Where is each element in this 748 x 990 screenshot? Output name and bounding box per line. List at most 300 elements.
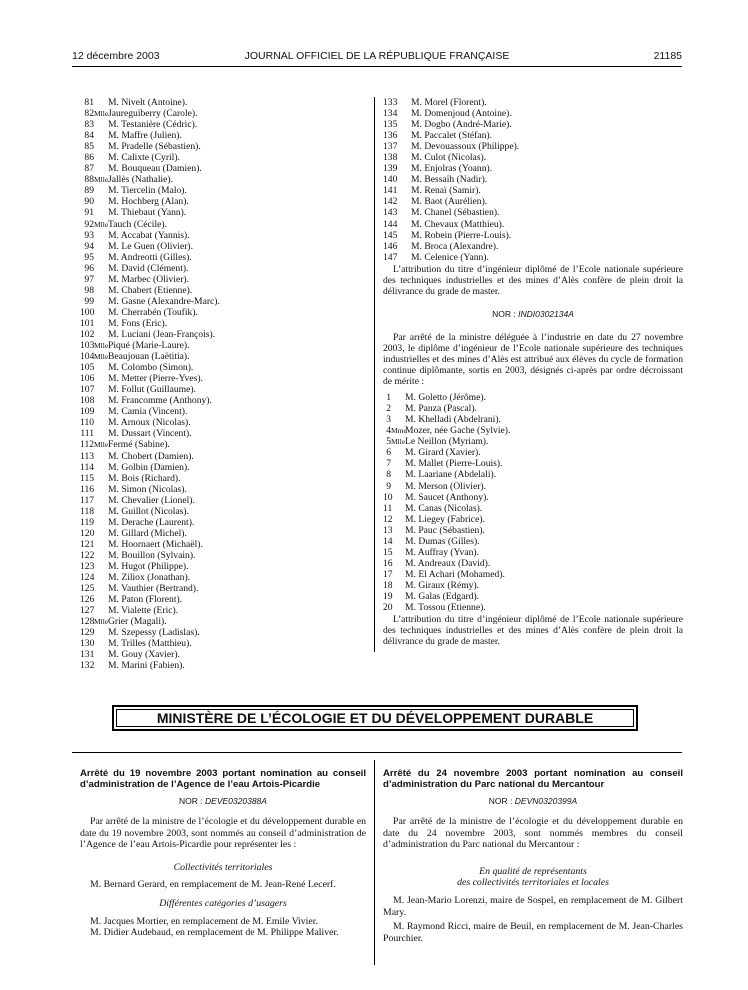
person-name: Fermé (Sabine). [108,439,170,451]
person-name: M. Bois (Richard). [108,472,181,484]
list-item [80,539,365,550]
person-name: M. Mallet (Pierre-Louis). [405,458,503,470]
list-item [383,163,683,174]
list-item [80,594,365,605]
merit-list [383,392,683,613]
rank-number: 110 [80,417,95,429]
title-prefix: Mlle [94,341,109,351]
list-item [80,638,365,649]
rank-number: 101 [80,317,95,329]
rank-number: 91 [84,207,94,219]
category-heading: des collectivités territoriales et locales [457,877,609,889]
rank-number: 138 [383,152,398,164]
nor-label: NOR : [488,796,513,806]
person-name: M. Laariane (Abdelali). [405,469,497,481]
category-heading: En qualité de représentants [479,865,587,877]
list-item [80,174,365,185]
article-left-nor [80,796,366,807]
rank-number: 119 [80,516,95,528]
rank-number: 86 [84,152,94,164]
rank-number: 136 [383,130,398,142]
rank-number: 82 [84,108,94,120]
rank-number: 117 [80,494,95,506]
person-name: M. Renaï (Samir). [411,185,481,197]
person-name: M. Dussart (Vincent). [108,428,192,440]
person-name: M. Vauthier (Bertrand). [108,583,199,595]
list-item [383,425,683,436]
list-item [80,484,365,495]
person-name: M. Marini (Fabien). [108,660,185,672]
person-name: M. Auffray (Yvan). [405,546,479,558]
person-name: M. Khelladi (Abdelrani). [405,414,501,426]
list-item [80,219,365,230]
list-item [383,119,683,130]
person-name: Mozer, née Gache (Sylvie). [405,425,511,437]
right-column [383,97,683,647]
rank-number: 143 [383,207,398,219]
article-right-title: Arrêté du 24 novembre 2003 portant nomination au conseil d’administration du Parc national du Mercantour [383,768,683,790]
person-name: M. Bessaïh (Nadir). [411,174,488,186]
person-name: M. Culot (Nicolas). [411,152,487,164]
category-heading: Différentes catégories d’usagers [159,898,287,910]
person-name: M. Chobert (Damien). [108,450,194,462]
person-name: M. Chevaux (Matthieu). [411,218,505,230]
list-item [80,506,365,517]
rank-number: 8 [386,469,391,481]
list-item [80,384,365,395]
person-name: M. Simon (Nicolas). [108,483,187,495]
person-name: M. El Achari (Mohamed). [405,568,505,580]
nor-label: NOR : [179,796,203,806]
list-item [80,473,365,484]
person-name: M. Baot (Aurélien). [411,196,488,208]
person-name: M. Liegey (Fabrice). [405,513,485,525]
list-item [80,550,365,561]
article-left-title: Arrêté du 19 novembre 2003 portant nomination au conseil d’administration de l’Agence de l’eau Artois-Picardie [80,768,366,790]
rank-number: 104 [80,351,95,363]
list-item [383,219,683,230]
person-name: M. Domenjoud (Antoine). [411,108,512,120]
person-name: M. Derache (Laurent). [108,516,195,528]
list-item [383,514,683,525]
rank-number: 17 [383,568,393,580]
page-number: 21185 [653,50,682,62]
person-name: M. Cherrabén (Toufik). [108,306,198,318]
rank-number: 125 [80,583,95,595]
list-item [80,583,365,594]
list-item [383,469,683,480]
list-item [80,439,365,450]
article-left [80,768,366,939]
list-item [383,141,683,152]
rank-number: 84 [84,130,94,142]
rank-number: 106 [80,373,95,385]
person-name: M. Golbin (Damien). [108,461,190,473]
nor-code: DEVN0320399A [514,796,578,806]
list-item [80,462,365,473]
rank-number: 131 [80,649,95,661]
rank-number: 98 [84,284,94,296]
list-item [80,108,365,119]
rank-number: 140 [383,174,398,186]
person-name: Piqué (Marie-Laure). [108,340,190,352]
rank-number: 99 [84,295,94,307]
rank-number: 94 [84,240,94,252]
list-item [383,580,683,591]
person-name: M. Goletto (Jérôme). [405,392,486,404]
person-name: M. Trilles (Matthieu). [108,638,192,650]
rank-number: 12 [383,513,393,525]
list-item [80,196,365,207]
rank-number: 133 [383,97,398,108]
list-item [80,329,365,340]
list-item [383,241,683,252]
list-item [80,649,365,660]
rank-number: 108 [80,395,95,407]
list-item [383,414,683,425]
list-item [80,351,365,362]
person-name: M. Andreotti (Gilles). [108,251,192,263]
rank-number: 114 [80,461,95,473]
person-name: M. Maffre (Julien). [108,130,182,142]
list-item [80,340,365,351]
article-divider [374,760,375,965]
list-item [80,130,365,141]
person-name: M. Testanière (Cédric). [108,119,198,131]
title-prefix: Mlle [94,175,109,185]
left-column [80,97,365,671]
list-item [80,241,365,252]
rank-number: 88 [84,174,94,186]
rank-number: 5 [386,436,391,448]
person-name: M. Follut (Guillaume). [108,384,196,396]
nor-code: INDI0302134A [518,308,574,319]
right-paragraph-3: L’attribution du titre d’ingénieur diplômé de l’Ecole nationale supérieure des techniques industrielles et des mines d’Alès confère de plein droit la délivrance du grade de master. [383,614,683,648]
title-prefix: Mlle [94,617,109,627]
person-name: M. Hoornaert (Michaël). [108,538,203,550]
rank-number: 93 [84,229,94,241]
rank-number: 103 [80,340,95,352]
list-item [80,660,365,671]
rank-number: 132 [80,660,95,672]
person-name: M. Panza (Pascal). [405,403,477,415]
rank-number: 121 [80,538,95,550]
column-divider [374,97,375,652]
list-item [80,185,365,196]
person-name: M. Chabert (Etienne). [108,284,193,296]
person-name: M. Gasne (Alexandre-Marc). [108,295,220,307]
list-item [80,263,365,274]
list-item [80,307,365,318]
rank-number: 134 [383,108,398,120]
header-title: JOURNAL OFFICIEL DE LA RÉPUBLIQUE FRANÇAISE [244,50,510,62]
page-header [72,50,682,66]
nomination-line: M. Bernard Gerard, en remplacement de M. Jean-René Lecerf. [90,879,336,891]
list-item [80,373,365,384]
rank-number: 11 [383,502,393,514]
nomination-line: M. Raymond Ricci, maire de Beuil, en remplacement de M. Jean-Charles Pourchier. [383,921,683,944]
rank-number: 83 [84,119,94,131]
person-name: M. Calixte (Cyril). [108,152,180,164]
list-item [80,561,365,572]
rank-number: 124 [80,572,95,584]
ministry-title: MINISTÈRE DE L’ÉCOLOGIE ET DU DÉVELOPPEMENT DURABLE [116,709,634,727]
list-item [80,318,365,329]
person-name: Tauch (Cécile). [108,218,167,230]
list-item [383,481,683,492]
right-paragraph-1: L’attribution du titre d’ingénieur diplômé de l’Ecole nationale supérieure des techniques industrielles et des mines d’Alès confère de plein droit la délivrance du grade de master. [383,263,683,297]
person-name: M. Gouy (Xavier). [108,649,180,661]
list-item [80,152,365,163]
rank-number: 126 [80,594,95,606]
rank-number: 89 [84,185,94,197]
rank-number: 147 [383,251,398,263]
rank-number: 137 [383,141,398,153]
person-name: M. Gillard (Michel). [108,527,187,539]
rank-number: 9 [386,480,391,492]
title-prefix: Mlle [94,352,109,362]
person-name: M. Metter (Pierre-Yves). [108,373,203,385]
person-name: M. Dumas (Gilles). [405,535,480,547]
list-item [383,174,683,185]
list-item [80,495,365,506]
person-name: M. Accabat (Yannis). [108,229,190,241]
person-name: M. Broca (Alexandre). [411,240,499,252]
person-name: M. Andreaux (David). [405,557,491,569]
list-item [383,492,683,503]
rank-number: 15 [383,546,393,558]
list-item [80,362,365,373]
rank-number: 85 [84,141,94,153]
article-right-nor [383,796,683,807]
person-name: M. Szepessy (Ladislas). [108,627,200,639]
list-item [383,602,683,613]
rank-number: 116 [80,483,95,495]
title-prefix: Mme [391,426,407,436]
person-name: M. Saucet (Anthony). [405,491,489,503]
person-name: M. Canas (Nicolas). [405,502,483,514]
rank-number: 105 [80,362,95,374]
rank-number: 87 [84,163,94,175]
rank-number: 107 [80,384,95,396]
person-name: M. Francomme (Anthony). [108,395,212,407]
rank-number: 112 [80,439,95,451]
title-prefix: Mlle [391,437,406,447]
title-prefix: Mlle [94,219,109,229]
rank-number: 18 [383,579,393,591]
person-name: Jaureguiberry (Carole). [108,108,198,120]
person-name: M. Marbec (Olivier). [108,273,189,285]
rank-number: 90 [84,196,94,208]
list-item [80,252,365,263]
person-name: M. Colombo (Simon). [108,362,194,374]
person-name: M. Fons (Eric). [108,317,168,329]
nomination-line: M. Didier Audebaud, en remplacement de M. Philippe Maliver. [90,927,339,939]
nor-label: NOR : [492,308,516,319]
list-item [80,296,365,307]
person-name: M. Vialette (Eric). [108,605,179,617]
list-item [383,97,683,108]
list-item [80,616,365,627]
list-item [80,517,365,528]
list-item [80,141,365,152]
person-name: M. Arnoux (Nicolas). [108,417,191,429]
rank-number: 95 [84,251,94,263]
list-item [80,406,365,417]
rank-number: 13 [383,524,393,536]
rank-number: 118 [80,505,95,517]
ministry-banner [112,705,638,731]
person-name: M. Tiercelin (Malo). [108,185,187,197]
article-left-intro: Par arrêté de la ministre de l’écologie et du développement durable en date du 19 novembre 2003, sont nommés au conseil d’administration de l’Agence de l’eau Artois-Picardie pour représenter les : [80,816,366,851]
person-name: M. Chevalier (Lionel). [108,494,195,506]
rank-number: 122 [80,549,95,561]
nomination-line: M. Jacques Mortier, en remplacement de M. Emile Vivier. [90,915,318,927]
right-list [383,97,683,263]
rank-number: 102 [80,328,95,340]
right-paragraph-2: Par arrêté de la ministre déléguée à l’industrie en date du 27 novembre 2003, le diplôme d’ingénieur de l’Ecole nationale supérieure des techniques industrielles et des mines d’Alès est attribué aux élèves du cycle de formation continue diplômante, sortis en 2003, désignés ci-après par ordre décroissant de mérite : [383,331,683,388]
list-item [80,417,365,428]
rank-number: 19 [383,590,393,602]
section-rule [72,752,682,753]
person-name: Beaujouan (Laëtitia). [108,351,190,363]
rank-number: 111 [80,428,94,440]
person-name: M. Devouassoux (Philippe). [411,141,520,153]
rank-number: 97 [84,273,94,285]
rank-number: 7 [386,458,391,470]
person-name: M. Bouillon (Sylvain). [108,549,196,561]
nomination-line: M. Jean-Mario Lorenzi, maire de Sospel, en remplacement de M. Gilbert Mary. [383,895,683,918]
list-item [80,163,365,174]
header-rule [72,66,682,67]
person-name: M. Guillot (Nicolas). [108,505,190,517]
person-name: M. Giraux (Rémy). [405,579,480,591]
list-item [80,97,365,108]
list-item [383,403,683,414]
person-name: M. Thiebaut (Yann). [108,207,187,219]
list-item [80,119,365,130]
person-name: M. Galas (Edgard). [405,590,480,602]
list-item [383,536,683,547]
person-name: M. Celenice (Yann). [411,251,489,263]
rank-number: 20 [383,602,393,614]
rank-number: 135 [383,119,398,131]
nor-code: DEVE0320388A [205,796,267,806]
rank-number: 92 [84,218,94,230]
list-item [80,395,365,406]
person-name: M. Camia (Vincent). [108,406,188,418]
article-right [383,768,683,944]
person-name: M. Tossou (Etienne). [405,602,486,614]
rank-number: 120 [80,527,95,539]
list-item [80,230,365,241]
rank-number: 16 [383,557,393,569]
list-item [383,525,683,536]
list-item [80,605,365,616]
list-item [80,428,365,439]
rank-number: 144 [383,218,398,230]
category-heading: Collectivités territoriales [173,861,273,873]
person-name: M. Chanel (Sébastien). [411,207,500,219]
person-name: M. David (Clément). [108,262,189,274]
person-name: M. Bouqueau (Damien). [108,163,202,175]
rank-number: 123 [80,560,95,572]
person-name: M. Robein (Pierre-Louis). [411,229,512,241]
person-name: M. Paccalet (Stéfan). [411,130,492,142]
list-item [383,130,683,141]
list-item [383,392,683,403]
person-name: M. Hugot (Philippe). [108,560,189,572]
list-item [383,108,683,119]
list-item [80,285,365,296]
person-name: M. Nivelt (Antoine). [108,97,188,108]
list-item [383,591,683,602]
list-item [80,572,365,583]
person-name: M. Le Guen (Olivier). [108,240,193,252]
person-name: M. Dogbo (André-Marie). [411,119,512,131]
rank-number: 139 [383,163,398,175]
rank-number: 96 [84,262,94,274]
list-item [383,207,683,218]
list-item [80,207,365,218]
person-name: M. Enjolras (Yoann). [411,163,493,175]
rank-number: 141 [383,185,398,197]
person-name: Grier (Magali). [108,616,167,628]
person-name: Jallès (Nathalie). [108,174,173,186]
list-item [383,252,683,263]
list-item [383,547,683,558]
list-item [80,627,365,638]
person-name: M. Luciani (Jean-François). [108,328,216,340]
rank-number: 128 [80,616,95,628]
header-date: 12 décembre 2003 [72,50,160,62]
list-item [383,436,683,447]
list-item [383,569,683,580]
rank-number: 2 [386,403,391,415]
list-item [80,274,365,285]
person-name: M. Paton (Florent). [108,594,183,606]
rank-number: 145 [383,229,398,241]
list-item [383,503,683,514]
person-name: M. Pauc (Sébastien). [405,524,485,536]
rank-number: 113 [80,450,95,462]
rank-number: 81 [84,97,94,108]
person-name: M. Morel (Florent). [411,97,487,108]
rank-number: 100 [80,306,95,318]
rank-number: 14 [383,535,393,547]
rank-number: 3 [386,414,391,426]
rank-number: 146 [383,240,398,252]
nor-line-1 [383,309,683,320]
rank-number: 4 [386,425,391,437]
list-item [383,558,683,569]
person-name: M. Ziliox (Jonathan). [108,572,191,584]
rank-number: 127 [80,605,95,617]
list-item [383,458,683,469]
person-name: M. Hochberg (Alan). [108,196,189,208]
title-prefix: Mlle [94,109,109,119]
person-name: M. Pradelle (Sébastien). [108,141,201,153]
person-name: M. Merson (Olivier). [405,480,486,492]
rank-number: 109 [80,406,95,418]
list-item [80,528,365,539]
list-item [383,185,683,196]
article-right-intro: Par arrêté de la ministre de l’écologie et du développement durable en date du 24 novembre 2003, sont nommés membres du conseil d’administration du Parc national du Mercantour : [383,816,683,851]
list-item [383,196,683,207]
rank-number: 6 [386,447,391,459]
rank-number: 129 [80,627,95,639]
list-item [383,230,683,241]
